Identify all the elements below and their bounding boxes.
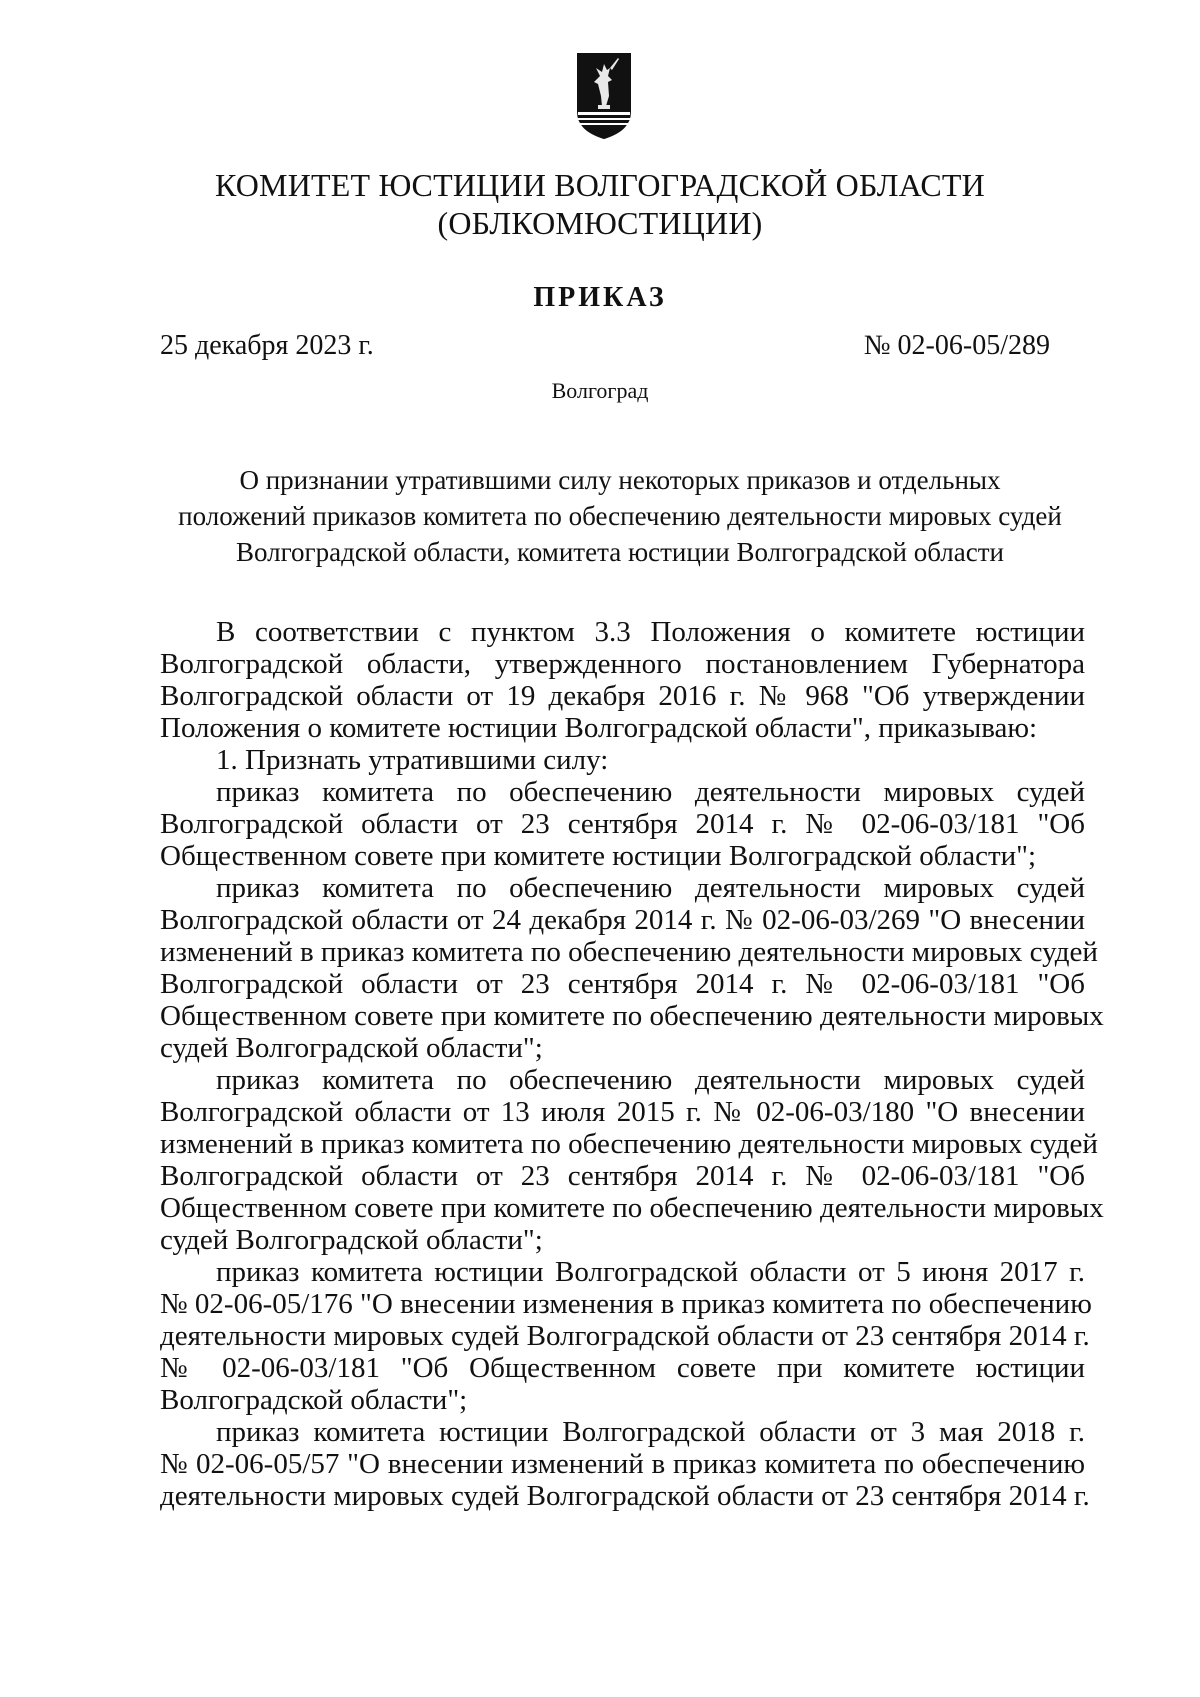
body-line: 1. Признать утратившими силу: — [216, 744, 609, 776]
body-line: Волгоградской области от 23 сентября 2014 г. № 02-06-03/181 "Об — [160, 1160, 1085, 1192]
body-line: Волгоградской области от 19 декабря 2016 г. № 968 "Об утверждении — [160, 680, 1085, 712]
body-line: № 02-06-05/57 "О внесении изменений в приказ комитета по обеспечению — [160, 1448, 1085, 1480]
body-line: изменений в приказ комитета по обеспечению деятельности мировых судей — [160, 936, 1098, 968]
body-line: Общественном совете при комитете юстиции Волгоградской области"; — [160, 840, 1037, 872]
body-line: приказ комитета юстиции Волгоградской области от 3 мая 2018 г. — [216, 1416, 1085, 1448]
order-number: № 02-06-05/289 — [863, 330, 1050, 361]
body-line: приказ комитета по обеспечению деятельности мировых судей — [216, 776, 1085, 808]
subject-line: положений приказов комитета по обеспечению деятельности мировых судей — [178, 501, 1062, 531]
body-line: приказ комитета по обеспечению деятельности мировых судей — [216, 872, 1085, 904]
body-line: приказ комитета юстиции Волгоградской области от 5 июня 2017 г. — [216, 1256, 1085, 1288]
body-line: судей Волгоградской области"; — [160, 1032, 543, 1064]
body-line: Волгоградской области от 23 сентября 2014 г. № 02-06-03/181 "Об — [160, 968, 1085, 1000]
order-date: 25 декабря 2023 г. — [160, 330, 374, 361]
order-city: Волгоград — [551, 378, 649, 403]
subject-line: Волгоградской области, комитета юстиции Волгоградской области — [236, 537, 1004, 567]
body-line: деятельности мировых судей Волгоградской области от 23 сентября 2014 г. — [160, 1480, 1090, 1512]
body-line: судей Волгоградской области"; — [160, 1224, 543, 1256]
body-line: изменений в приказ комитета по обеспечению деятельности мировых судей — [160, 1128, 1098, 1160]
body-line: № 02-06-03/181 "Об Общественном совете при комитете юстиции — [160, 1352, 1085, 1384]
body-line: В соответствии с пунктом 3.3 Положения о комитете юстиции — [216, 616, 1085, 648]
subject-line: О признании утратившими силу некоторых приказов и отдельных — [239, 465, 1001, 495]
body-line: Положения о комитете юстиции Волгоградской области", приказываю: — [160, 712, 1038, 744]
body-line: деятельности мировых судей Волгоградской области от 23 сентября 2014 г. — [160, 1320, 1090, 1352]
committee-abbreviation: (ОБЛКОМЮСТИЦИИ) — [437, 205, 763, 241]
body-line: Волгоградской области от 23 сентября 2014 г. № 02-06-03/181 "Об — [160, 808, 1085, 840]
body-line: Общественном совете при комитете по обеспечению деятельности мировых — [160, 1192, 1104, 1224]
body-line: Волгоградской области"; — [160, 1384, 468, 1416]
body-line: Волгоградской области от 13 июля 2015 г. № 02-06-03/180 "О внесении — [160, 1096, 1085, 1128]
body-line: Общественном совете при комитете по обеспечению деятельности мировых — [160, 1000, 1104, 1032]
order-title: ПРИКАЗ — [533, 282, 667, 313]
body-line: Волгоградской области от 24 декабря 2014 г. № 02-06-03/269 "О внесении — [160, 904, 1085, 936]
volgograd-coat-of-arms-icon — [574, 50, 634, 140]
body-line: приказ комитета по обеспечению деятельности мировых судей — [216, 1064, 1085, 1096]
committee-name: КОМИТЕТ ЮСТИЦИИ ВОЛГОГРАДСКОЙ ОБЛАСТИ — [214, 167, 985, 203]
body-line: № 02-06-05/176 "О внесении изменения в приказ комитета по обеспечению — [160, 1288, 1092, 1320]
body-line: Волгоградской области, утвержденного постановлением Губернатора — [160, 648, 1085, 680]
